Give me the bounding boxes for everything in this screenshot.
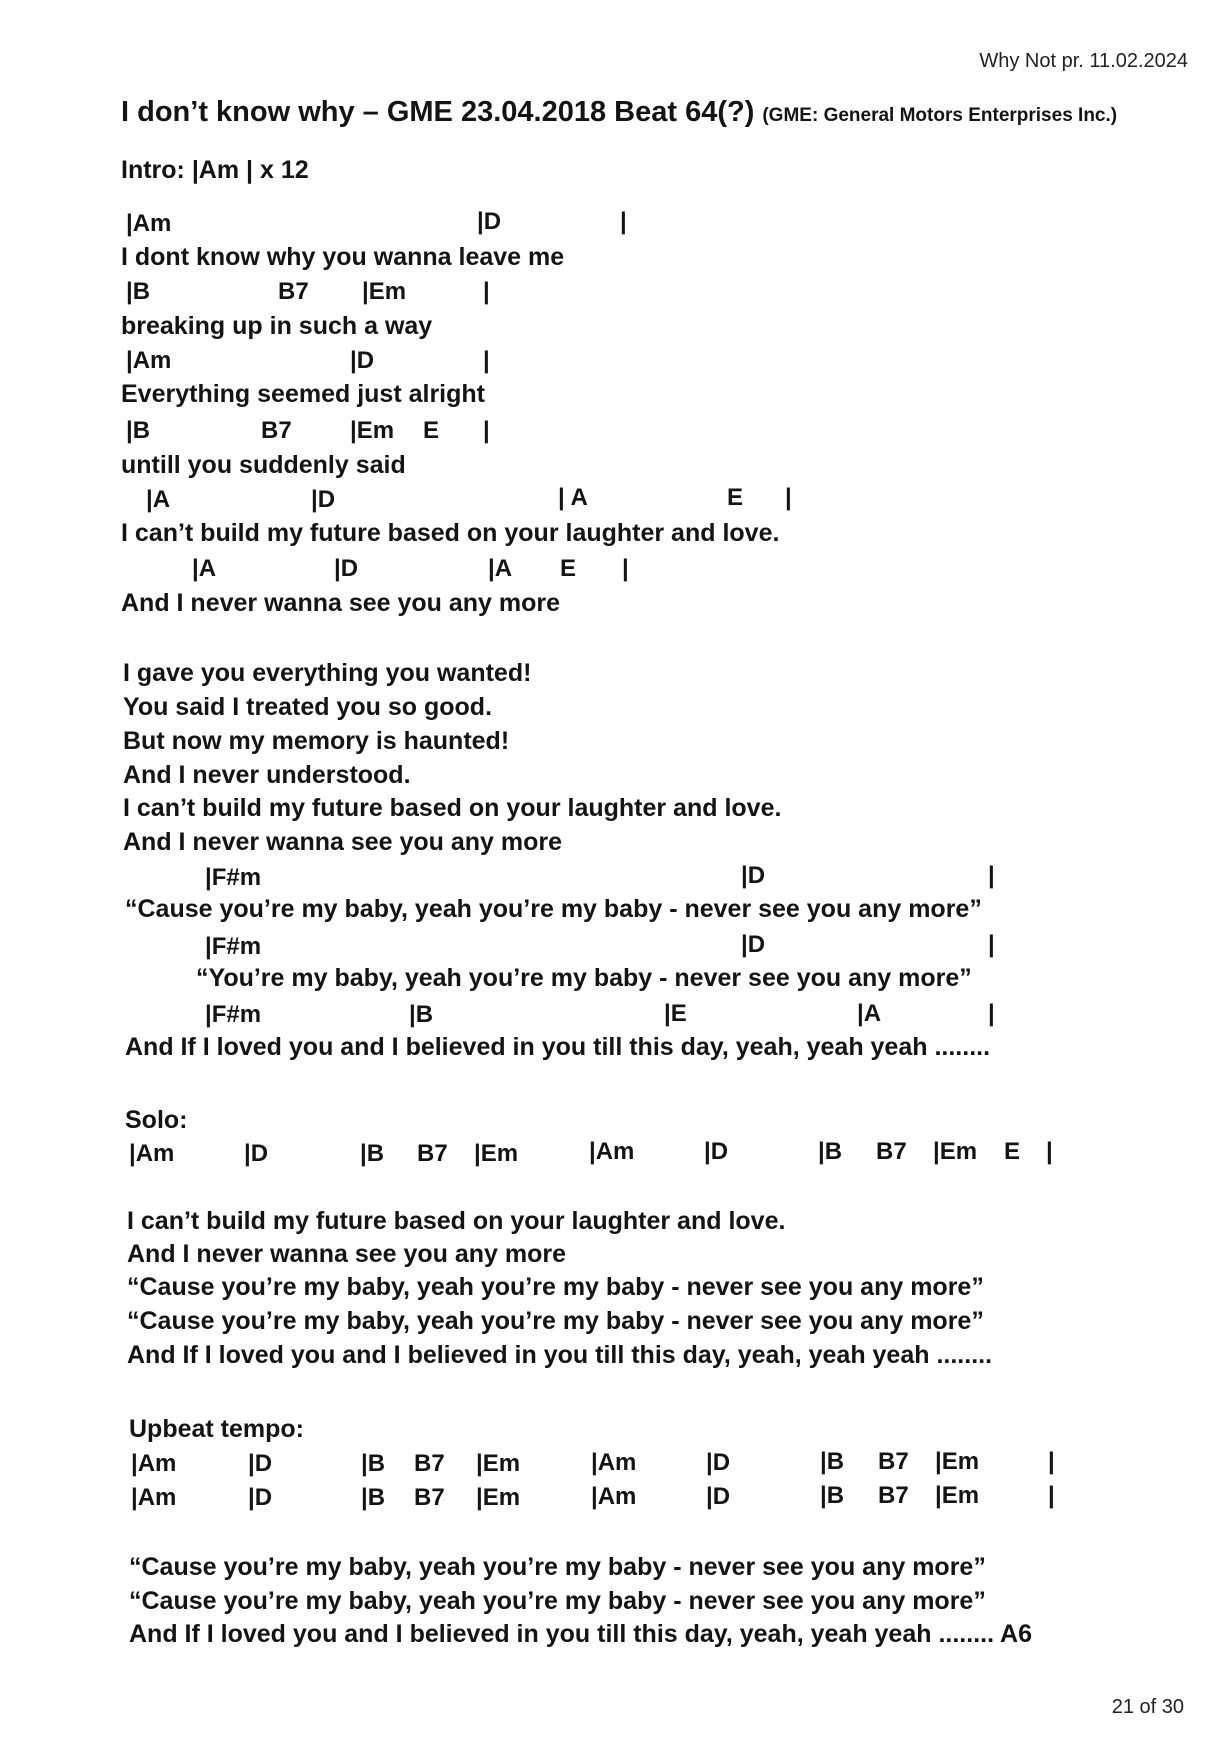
chord-barline: | [1048,1448,1055,1475]
lyric-line: And If I loved you and I believed in you till this day, yeah, yeah yeah ........ A6 [129,1620,1033,1648]
chord: |Em [933,1138,978,1165]
chord: |A [192,555,217,582]
chord: |F#m [205,933,262,960]
chord-barline: | [483,347,490,374]
lyric-line: And I never wanna see you any more [123,828,563,856]
chord: |A [146,486,171,513]
chord-barline: | [622,555,629,582]
chord: B7 [878,1448,909,1475]
chord: B7 [414,1450,445,1477]
chord-barline: | [1046,1138,1053,1165]
lyric-line: I dont know why you wanna leave me [121,243,565,271]
chord: |B [820,1482,845,1509]
chord: E [423,417,440,444]
chord-barline: | [785,484,792,511]
chord: |B [126,417,151,444]
chord: |D [704,1138,729,1165]
chord: B7 [417,1140,448,1167]
chord: |Am [591,1449,637,1476]
chord: |B [126,278,151,305]
chord: |Em [935,1448,980,1475]
chord: |B [818,1138,843,1165]
chord: |D [248,1450,273,1477]
chord: E [727,484,744,511]
chord: |Em [935,1482,980,1509]
chord: |D [741,931,766,958]
chord: B7 [261,417,292,444]
chord: |D [706,1449,731,1476]
chord: |Am [589,1138,635,1165]
chord: |D [311,486,336,513]
lyric-line: I can’t build my future based on your laughter and love. [127,1207,786,1235]
chord-barline: | [620,208,627,235]
chord: |D [244,1140,269,1167]
chord: |E [664,1000,687,1027]
chord: | A [558,484,588,511]
chord: |B [820,1448,845,1475]
lyric-line: And I never wanna see you any more [121,589,561,617]
lyric-line: I gave you everything you wanted! [123,659,532,687]
chord: |Am [591,1483,637,1510]
chord: B7 [278,278,309,305]
chord: |D [334,555,359,582]
chord: |D [350,347,375,374]
lyric-line: untill you suddenly said [121,451,406,479]
chord-barline: | [988,931,995,958]
chord-barline: | [1048,1482,1055,1509]
lyric-line: “You’re my baby, yeah you’re my baby - never see you any more” [196,964,972,992]
lyric-line: “Cause you’re my baby, yeah you’re my baby - never see you any more” [127,1273,984,1301]
song-title [121,96,1117,129]
chord: |B [361,1450,386,1477]
chord: |Em [476,1450,521,1477]
chord: E [560,555,577,582]
lyric-line: But now my memory is haunted! [123,727,510,755]
chord: |Em [476,1484,521,1511]
song-title-main: I don’t know why – GME 23.04.2018 Beat 64(?) [121,96,755,128]
lyric-line: Everything seemed just alright [121,380,485,408]
chord: |Am [126,210,172,237]
chord: B7 [878,1482,909,1509]
lyric-line: breaking up in such a way [121,312,433,340]
intro-line: Intro: |Am | x 12 [121,156,309,184]
chord: |Em [362,278,407,305]
chord: |A [857,1000,882,1027]
chord: B7 [876,1138,907,1165]
lyric-line: “Cause you’re my baby, yeah you’re my baby - never see you any more” [127,1307,984,1335]
lyric-line: “Cause you’re my baby, yeah you’re my baby - never see you any more” [125,895,982,923]
chord: |Am [126,347,172,374]
chord: |B [360,1140,385,1167]
chord: |F#m [205,864,262,891]
chord-barline: | [988,1000,995,1027]
chord-barline: | [988,862,995,889]
chord: |D [248,1484,273,1511]
page-header: Why Not pr. 11.02.2024 [979,50,1188,72]
page-number: 21 of 30 [1111,1696,1184,1718]
chord: |Am [131,1484,177,1511]
lyric-line: “Cause you’re my baby, yeah you’re my baby - never see you any more” [129,1587,986,1615]
chord: |B [361,1484,386,1511]
lyric-line: And I never understood. [123,761,411,789]
chord: |D [477,208,502,235]
upbeat-label: Upbeat tempo: [129,1415,304,1443]
chord: |B [409,1001,434,1028]
chord-barline: | [483,278,490,305]
song-title-note: (GME: General Motors Enterprises Inc.) [762,105,1118,126]
chord: B7 [414,1484,445,1511]
solo-label: Solo: [125,1106,188,1134]
lyric-line: And If I loved you and I believed in you till this day, yeah, yeah yeah ........ [125,1033,991,1061]
lyric-line: And I never wanna see you any more [127,1240,567,1268]
chord: |F#m [205,1001,262,1028]
lyric-line: I can’t build my future based on your laughter and love. [123,794,782,822]
lyric-line: You said I treated you so good. [123,693,493,721]
chord: E [1004,1138,1021,1165]
chord: |Em [474,1140,519,1167]
chord-barline: | [483,417,490,444]
lyric-line: “Cause you’re my baby, yeah you’re my baby - never see you any more” [129,1553,986,1581]
chord: |A [488,555,513,582]
chord: |D [706,1483,731,1510]
lyric-line: I can’t build my future based on your laughter and love. [121,519,780,547]
lyric-line: And If I loved you and I believed in you till this day, yeah, yeah yeah ........ [127,1341,993,1369]
chord: |Am [129,1140,175,1167]
chord: |Am [131,1450,177,1477]
chord: |Em [350,417,395,444]
chord: |D [741,862,766,889]
